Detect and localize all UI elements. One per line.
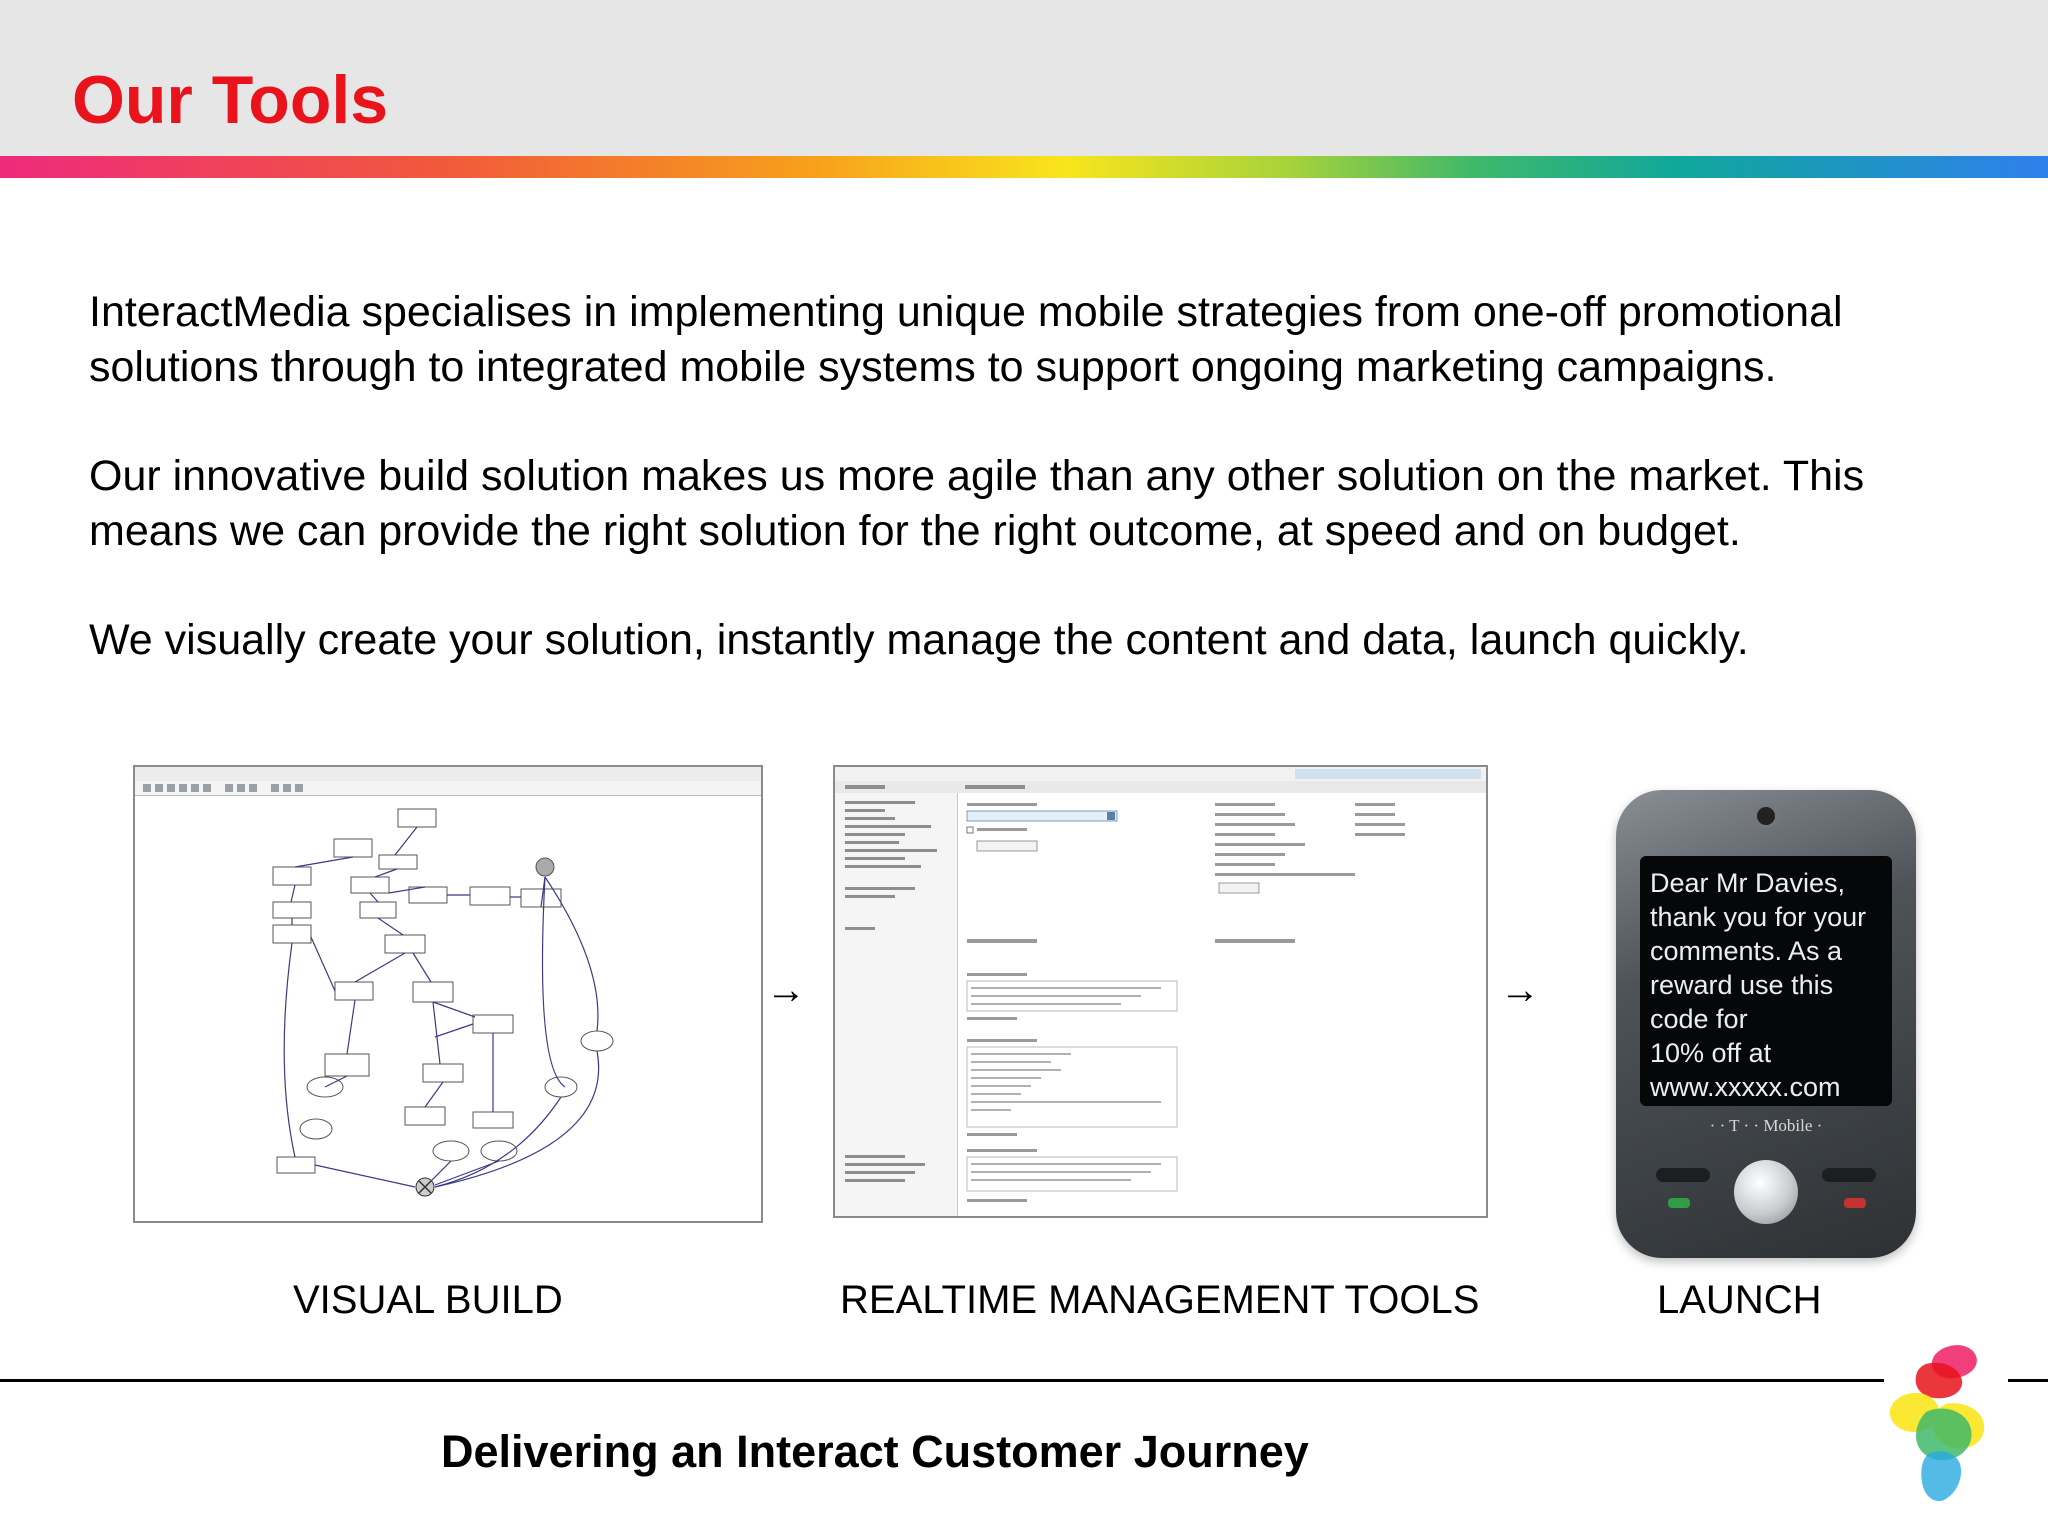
arrow-icon: → — [766, 968, 806, 1012]
rainbow-divider — [0, 156, 2048, 178]
management-tools-screenshot — [833, 765, 1488, 1218]
slide-title: Our Tools — [72, 62, 389, 138]
arrow-icon: → — [1500, 968, 1540, 1012]
footer-tagline: Delivering an Interact Customer Journey — [441, 1426, 1309, 1477]
phone-right-softkey — [1822, 1168, 1876, 1182]
phone-nav-key — [1734, 1160, 1798, 1224]
footer-divider-end — [2008, 1379, 2048, 1382]
intro-paragraph: InteractMedia specialises in implementing unique mobile strategies from one-off promotional solutions through to integrated mobile systems to support ongoing marketing campaigns. — [89, 288, 1843, 391]
flow-diagram-image — [135, 767, 761, 1221]
summary-paragraph: We visually create your solution, instantly manage the content and data, launch quickly. — [89, 616, 1749, 664]
phone-brand-logo: · · T · · Mobile · — [1709, 1116, 1823, 1135]
caption-visual-build: VISUAL BUILD — [293, 1278, 563, 1322]
phone-left-softkey — [1656, 1168, 1710, 1182]
phone-end-key — [1844, 1198, 1866, 1208]
company-logo-icon — [1886, 1342, 2014, 1510]
phone-earpiece — [1754, 804, 1778, 828]
caption-launch: LAUNCH — [1657, 1278, 1822, 1322]
mobile-phone-image — [1616, 790, 1916, 1258]
caption-realtime-management: REALTIME MANAGEMENT TOOLS — [840, 1278, 1480, 1322]
footer-divider — [0, 1379, 1884, 1382]
slide-header — [0, 0, 2048, 156]
phone-call-key — [1668, 1198, 1690, 1208]
agility-paragraph: Our innovative build solution makes us more agile than any other solution on the market. This means we can provide the right solution for the right outcome, at speed and on budget. — [89, 452, 1865, 555]
visual-build-screenshot — [133, 765, 763, 1223]
admin-panel-image — [835, 767, 1486, 1216]
phone-sms-message: Dear Mr Davies, thank you for your comments. As a reward use this code for 10% off at www.xxxxx.com — [1650, 868, 1867, 1102]
